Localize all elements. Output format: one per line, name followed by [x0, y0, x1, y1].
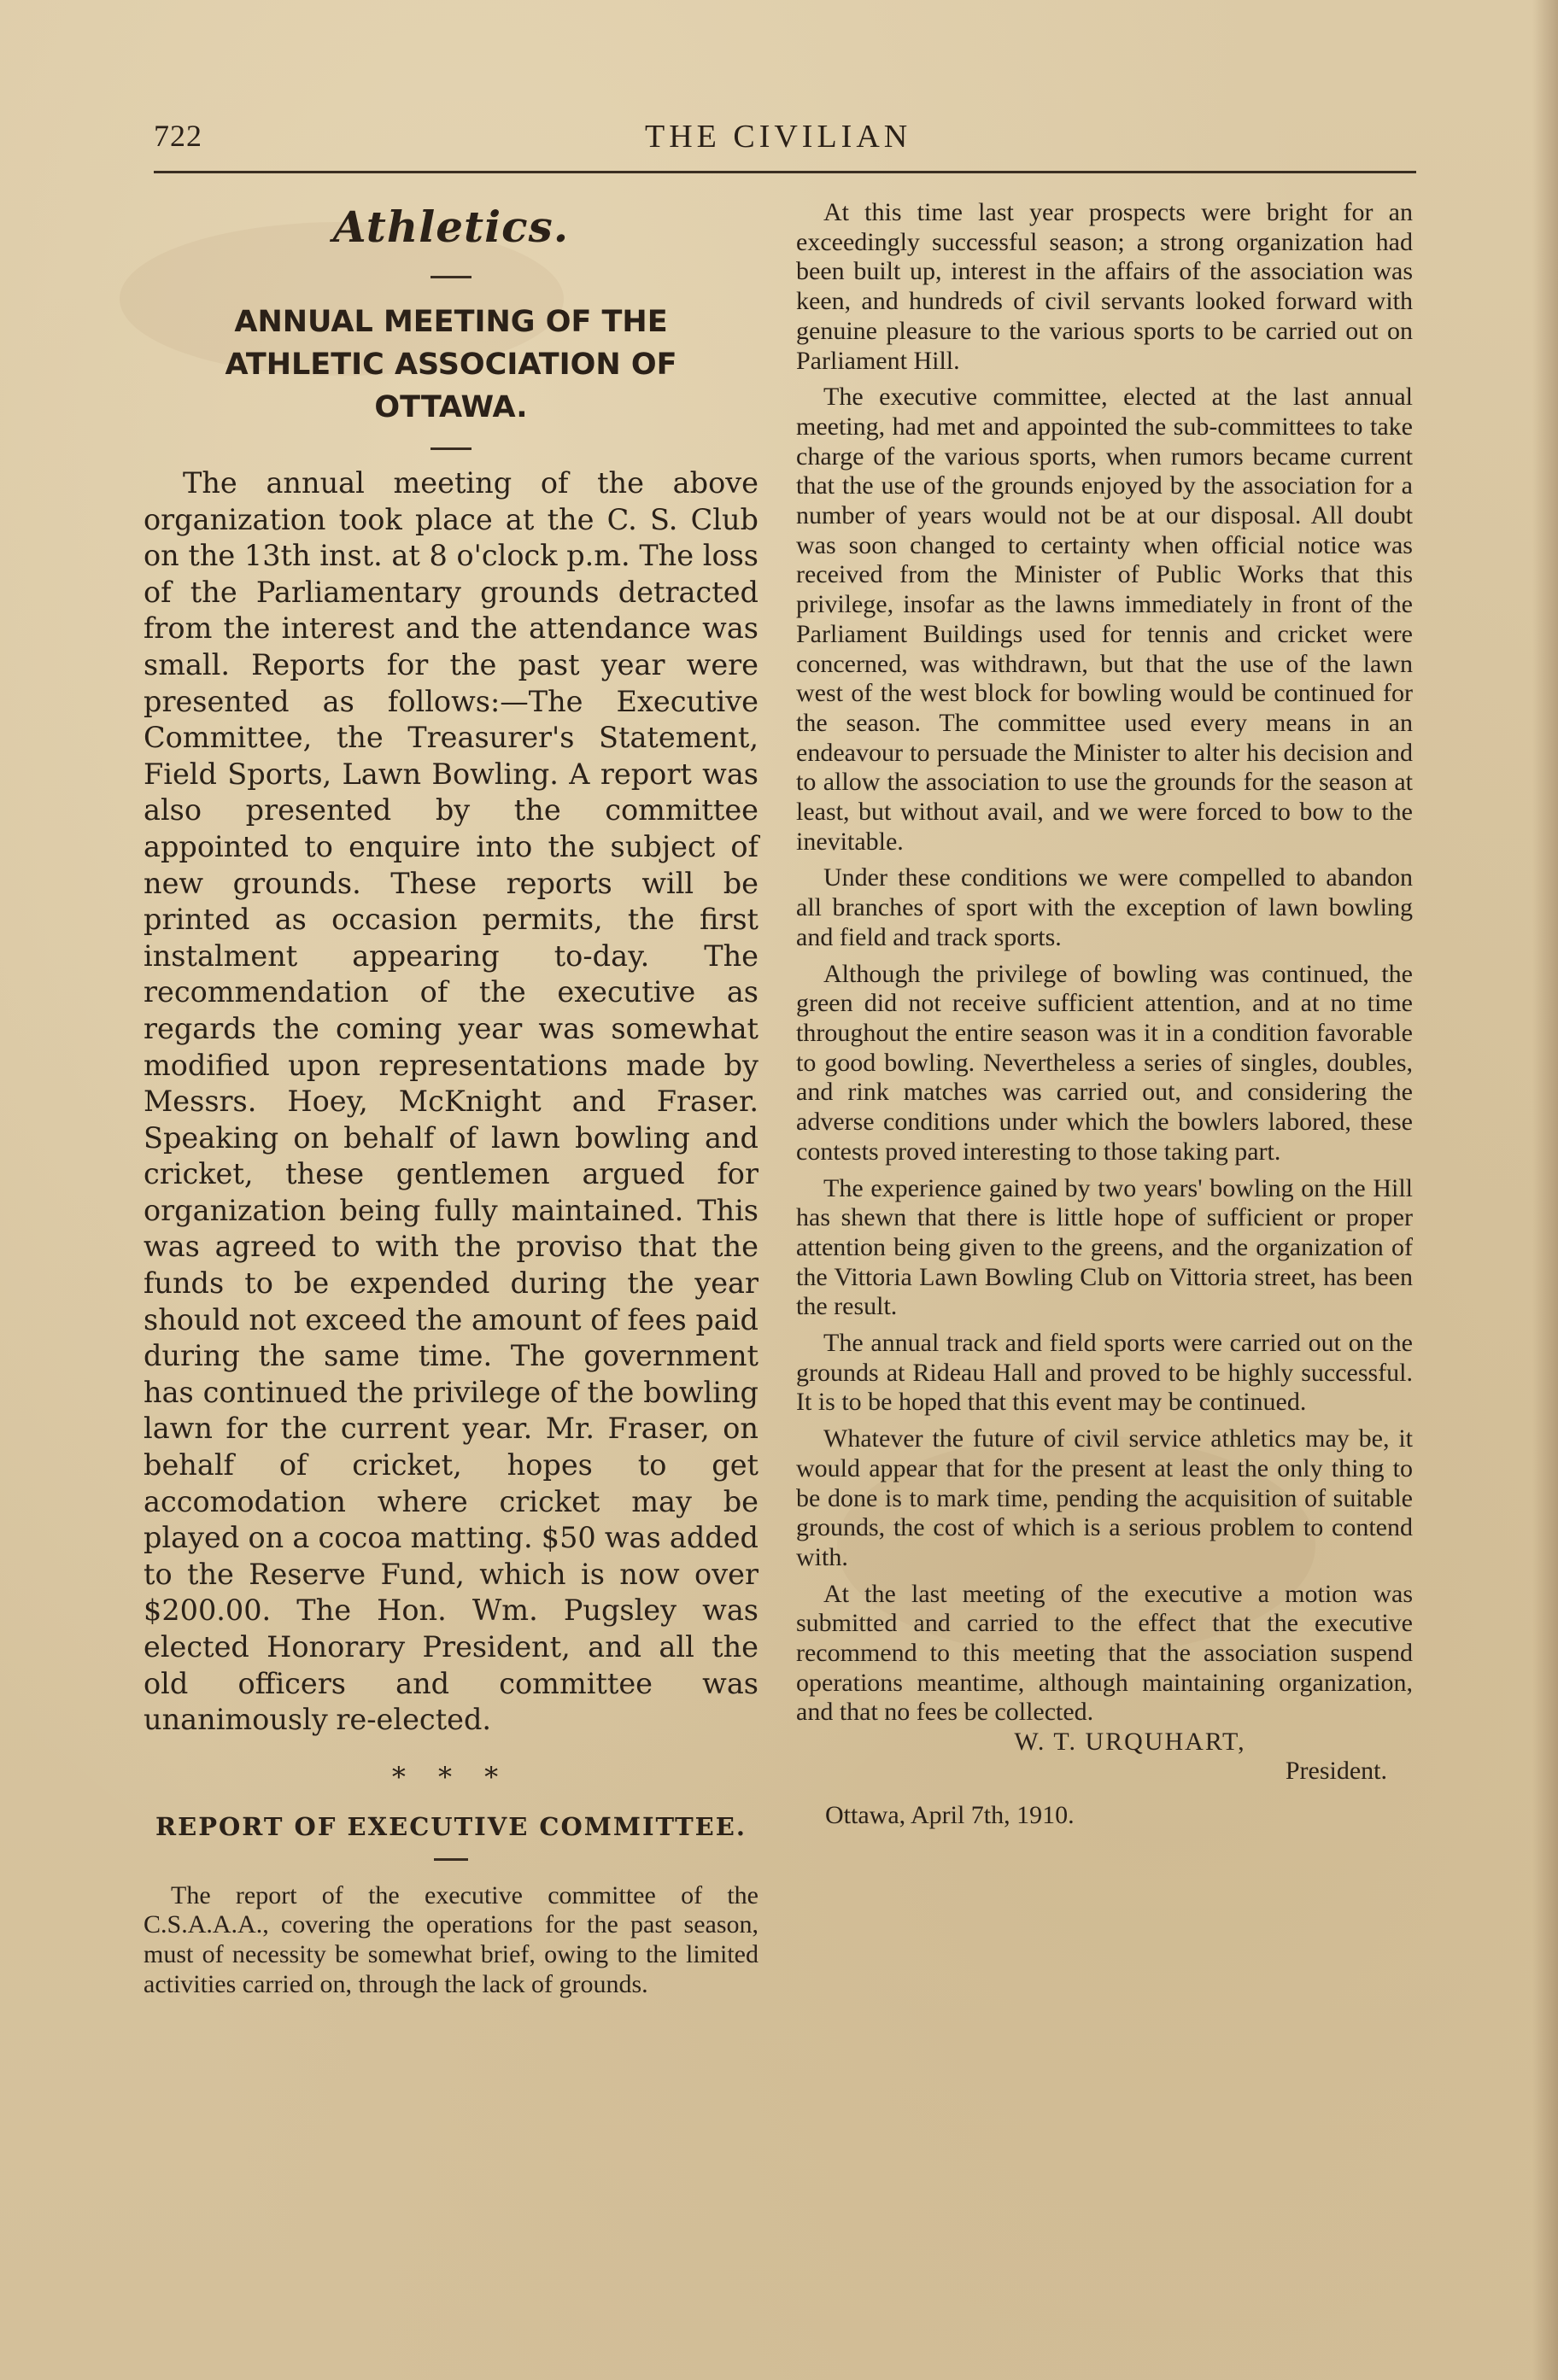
place-date: Ottawa, April 7th, 1910.	[825, 1801, 1075, 1830]
report-paragraph: Although the privilege of bowling was continued, the green did not receive sufficient attention, and at no time throughout the entire season was it in a condition favorable to good bowling. Nevertheless a series of singles, doubles, and rink matches was carried out, and considering the adverse conditions under which the bowlers labored, these contests proved interesting to those taking part.	[796, 959, 1413, 1166]
left-column	[144, 196, 758, 2000]
report-title: REPORT OF EXECUTIVE COMMITTEE.	[155, 1811, 747, 1841]
right-column	[796, 198, 1413, 1830]
report-paragraph: At this time last year prospects were bright for an exceedingly successful season; a strong organization had been built up, interest in the affairs of the association was keen, and hundreds of civil servants looked forward with genuine pleasure to the various sports to be carried out on Parliament Hill.	[796, 198, 1413, 375]
signature-title: President.	[1285, 1757, 1387, 1786]
page-number: 722	[154, 119, 202, 153]
separator-dash	[434, 1858, 468, 1861]
report-paragraph: The experience gained by two years' bowling on the Hill has shewn that there is little hope of sufficient or proper attention being given to the greens, and the organization of the Vittoria Lawn Bowling Club on Vittoria street, has been the result.	[796, 1173, 1413, 1321]
report-paragraph: Whatever the future of civil service athletics may be, it would appear that for the present at least the only thing to be done is to mark time, pending the acquisition of suitable grounds, the cost of which is a serious problem to contend with.	[796, 1424, 1413, 1571]
report-intro: The report of the executive committee of the C.S.A.A.A., covering the operations for the past season, must of necessity be somewhat brief, owing to the limited activities carried on, through the lack of grounds.	[144, 1880, 758, 1998]
publication-title: THE CIVILIAN	[645, 119, 912, 155]
report-paragraph: The executive committee, elected at the last annual meeting, had met and appointed the sub-committees to take charge of the various sports, when rumors became current that the use of the grounds enjoyed by the association for a number of years would not be at our disposal. All doubt was soon changed to certainty when official notice was received from the Minister of Public Works that this privilege, insofar as the lawns immediately in front of the Parliament Buildings used for tennis and cricket were concerned, was withdrawn, but that the use of the lawn west of the west block for bowling would be continued for the season. The committee used every means in an endeavour to persuade the Minister to alter his decision and to allow the association to use the grounds for the season at least, but without avail, and we were forced to bow to the inevitable.	[796, 383, 1413, 856]
article-body: The annual meeting of the above organization took place at the C. S. Club on the 13th inst. at 8 o'clock p.m. The loss of the Parliamentary grounds detracted from the interest and the attendance was small. Reports for the past year were presented as follows:—The Executive Committee, the Treasurer's Statement, Field Sports, Lawn Bowling. A report was also presented by the committee appointed to enquire into the subject of new grounds. These reports will be printed as occasion permits, the first instalment appearing to-day. The recommendation of the executive as regards the coming year was somewhat modified upon representations made by Messrs. Hoey, McKnight and Fraser. Speaking on behalf of lawn bowling and cricket, these gentlemen argued for organization being fully maintained. This was agreed to with the proviso that the funds to be expended during the year should not exceed the amount of fees paid during the same time. The government has continued the privilege of the bowling lawn for the current year. Mr. Fraser, on behalf of cricket, hopes to get accomodation where cricket may be played on a cocoa matting. $50 was added to the Reserve Fund, which is now over $200.00. The Hon. Wm. Pugsley was elected Honorary President, and all the old officers and committee was unanimously re-elected.	[144, 466, 758, 1737]
separator-dash	[430, 276, 472, 278]
report-paragraph: Under these conditions we were compelled to abandon all branches of sport with the exception of lawn bowling and field and track sports.	[796, 863, 1413, 951]
section-title: Athletics.	[332, 202, 570, 252]
page-edge-shadow	[1532, 0, 1558, 2380]
report-paragraph: The annual track and field sports were carried out on the grounds at Rideau Hall and proved to be highly successful. It is to be hoped that this event may be continued.	[796, 1329, 1413, 1417]
report-paragraph: At the last meeting of the executive a motion was submitted and carried to the effect that the executive recommend to this meeting that the association suspend operations meantime, although maintaining organization, and that no fees be collected.	[796, 1579, 1413, 1727]
separator-dash	[430, 447, 472, 450]
section-separator: * * *	[391, 1760, 511, 1793]
page-header	[154, 118, 1418, 169]
signature-block	[796, 1728, 1413, 1786]
article-title: ANNUAL MEETING OF THE ATHLETIC ASSOCIATION OF OTTAWA.	[225, 305, 677, 424]
header-rule	[154, 171, 1416, 173]
signature-name: W. T. URQUHART,	[1014, 1728, 1246, 1757]
